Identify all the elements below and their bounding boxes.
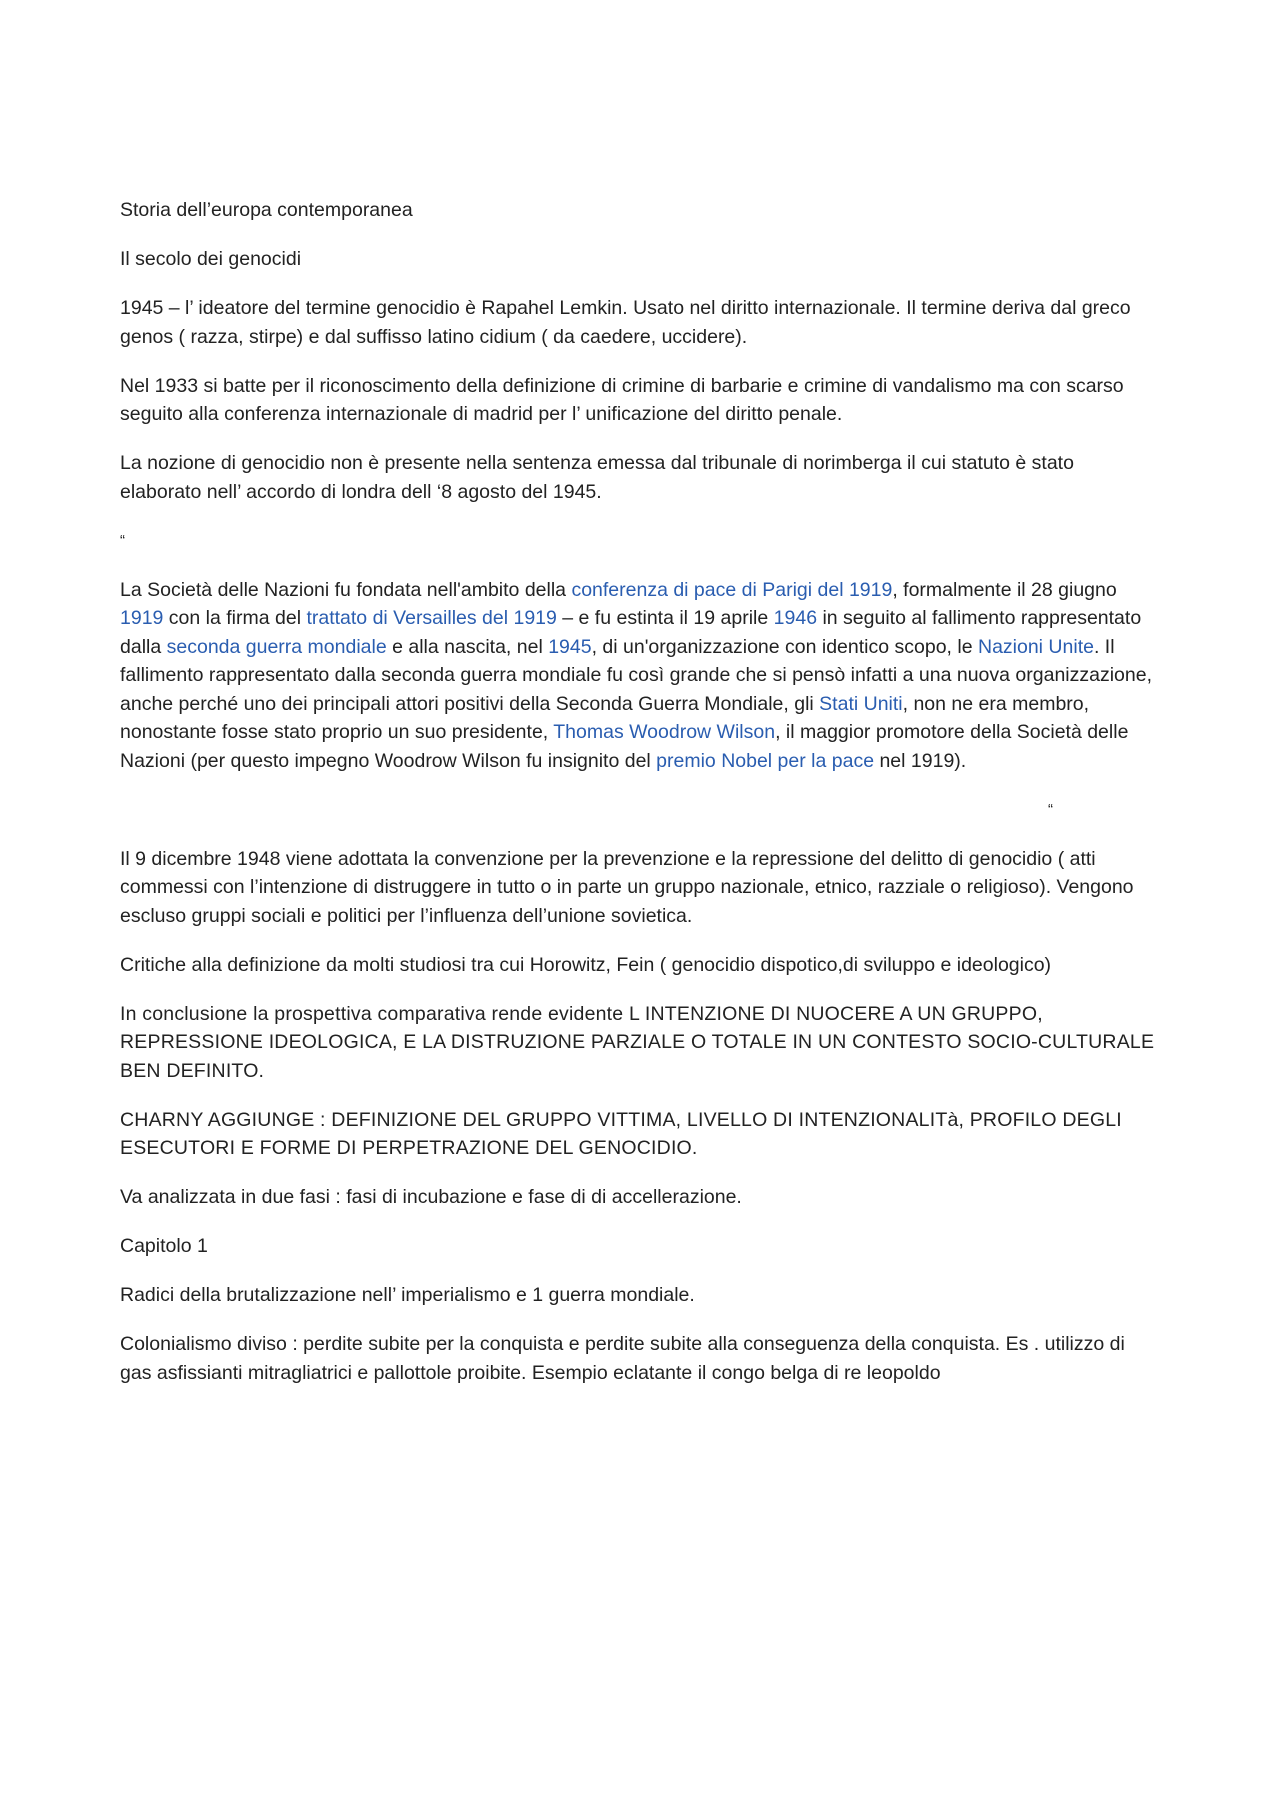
paragraph-colonialismo: Colonialismo diviso : perdite subite per la conquista e perdite subite alla conseguenza della conquista. Es . utilizzo di gas asfissianti mitragliatrici e pallottole proibite. Esempio eclatante il congo belga di re leopoldo [120,1333,1125,1384]
paragraph-critiche: Critiche alla definizione da molti studiosi tra cui Horowitz, Fein ( genocidio dispotico,di sviluppo e ideologico) [120,953,1052,976]
link-conferenza-parigi[interactable]: conferenza di pace di Parigi del 1919 [571,578,893,601]
paragraph-1933: Nel 1933 si batte per il riconoscimento della definizione di crimine di barbarie e crimine di vandalismo ma con scarso seguito alla conferenza internazionale di madrid per l’ unificazione del diritto penale. [120,374,1124,425]
document-title: Storia dell’europa contemporanea [120,199,413,221]
link-stati-uniti[interactable]: Stati Uniti [819,692,903,715]
link-1945[interactable]: 1945 [548,635,592,658]
link-seconda-guerra-mondiale[interactable]: seconda guerra mondiale [166,635,387,658]
society-text-7: , di un'organizzazione con identico scopo, le [591,635,978,658]
society-text-11: nel 1919). [874,749,967,772]
society-text-2: , formalmente il 28 giugno [892,578,1117,601]
society-text-6: e alla nascita, nel [386,635,549,658]
closing-quote-mark: “ [1048,800,1053,818]
paragraph-charny: CHARNY AGGIUNGE : DEFINIZIONE DEL GRUPPO VITTIMA, LIVELLO DI INTENZIONALITà, PROFILO DEGLI ESECUTORI E FORME DI PERPETRAZIONE DEL GENOCIDIO. [120,1108,1122,1159]
opening-quote-mark: “ [120,531,125,549]
society-text-1: La Società delle Nazioni fu fondata nell'ambito della [120,578,572,601]
paragraph-societa-nazioni [120,576,1160,776]
document-subtitle: Il secolo dei genocidi [120,248,302,270]
society-text-4: – e fu estinta il 19 aprile [556,607,774,629]
paragraph-conclusione: In conclusione la prospettiva comparativa rende evidente L INTENZIONE DI NUOCERE A UN GRUPPO, REPRESSIONE IDEOLOGICA, E LA DISTRUZIONE PARZIALE O TOTALE IN UN CONTESTO SOCIO-CULTURALE BEN DEFINITO. [120,1002,1155,1082]
chapter-heading: Capitolo 1 [120,1235,208,1257]
paragraph-radici: Radici della brutalizzazione nell’ imperialismo e 1 guerra mondiale. [120,1284,695,1306]
link-premio-nobel[interactable]: premio Nobel per la pace [656,749,875,772]
society-text-8: . Il fallimento rappresentato dalla seconda guerra mondiale fu così grande che si pensò infatti a una nuova organizzazione, anche perché uno dei principali attori positivi della Seconda Guerra Mondiale, gli [120,635,1152,715]
link-1946[interactable]: 1946 [773,607,818,629]
paragraph-lemkin: 1945 – l’ ideatore del termine genocidio è Rapahel Lemkin. Usato nel diritto internazionale. Il termine deriva dal greco genos ( razza, stirpe) e dal suffisso latino cidium ( da caedere, uccidere). [120,297,1131,348]
society-text-9: , non ne era membro, nonostante fosse stato proprio un suo presidente, [120,692,1090,743]
society-text-5: in seguito al fallimento rappresentato dalla [120,607,1142,658]
paragraph-convenzione-1948: Il 9 dicembre 1948 viene adottata la convenzione per la prevenzione e la repressione del delitto di genocidio ( atti commessi con l’intenzione di distruggere in tutto o in parte un gruppo nazionale, etnico, razziale o religioso). Vengono escluso gruppi sociali e politici per l’influenza dell’unione sovietica. [120,847,1134,927]
paragraph-fasi: Va analizzata in due fasi : fasi di incubazione e fase di di accellerazione. [120,1186,742,1208]
society-text-3: con la firma del [163,607,307,629]
link-nazioni-unite[interactable]: Nazioni Unite [977,635,1094,658]
paragraph-norimberga: La nozione di genocidio non è presente nella sentenza emessa dal tribunale di norimberga il cui statuto è stato elaborato nell’ accordo di londra dell ‘8 agosto del 1945. [120,452,1074,503]
link-trattato-versailles[interactable]: trattato di Versailles del 1919 [306,607,557,629]
society-text-10: , il maggior promotore della Società delle Nazioni (per questo impegno Woodrow Wilson fu insignito del [120,721,1129,772]
document-page [120,196,1160,1408]
link-1919[interactable]: 1919 [120,607,164,629]
link-woodrow-wilson[interactable]: Thomas Woodrow Wilson [553,721,776,743]
